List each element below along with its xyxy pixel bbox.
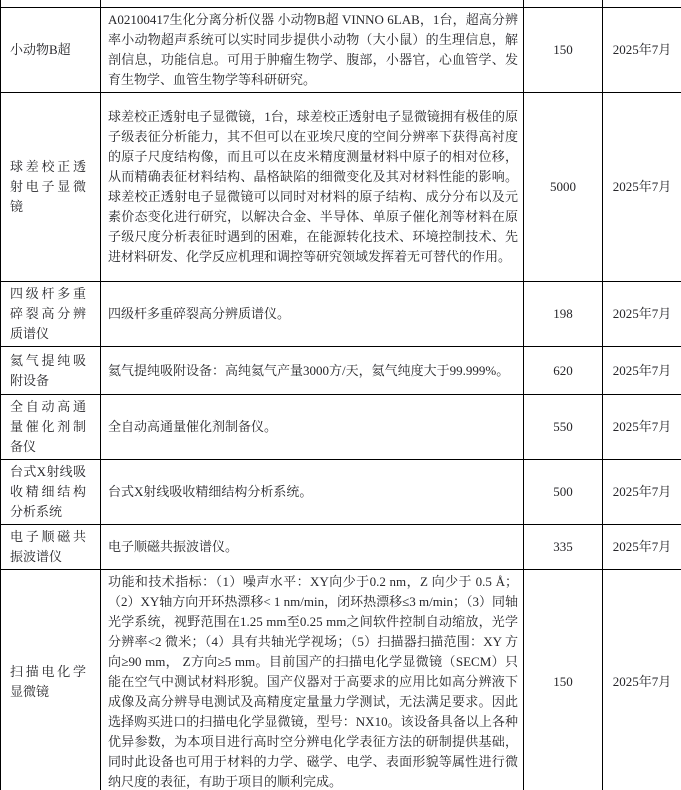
table-row — [1, 282, 681, 347]
table-row — [1, 460, 681, 525]
amount-cell: 5000 — [524, 93, 603, 282]
description-cell: 氦气提纯吸附设备：高纯氦气产量3000方/天，氦气纯度大于99.999%。 — [101, 347, 524, 395]
equipment-name-cell: 扫描电化学显微镜 — [1, 570, 101, 790]
description-cell: 电子顺磁共振波谱仪。 — [101, 525, 524, 570]
description-cell: 台式X射线吸收精细结构分析系统。 — [101, 460, 524, 525]
description-cell: 全自动高通量催化剂制备仪。 — [101, 395, 524, 460]
description-cell: 功能和技术指标：（1）噪声水平：XY向少于0.2 nm，Z 向少于 0.5 Å；（2）XY轴方向开环热漂移< 1 nm/min，闭环热漂移≤3 m/min；（3）同轴光学系统，视野范围在1.25 mm至0.25 mm之间软件控制自动缩放，光学分辨率<2 微米；（4）具有共轴光学视场；（5）扫描器扫描范围：XY 方向≥90 mm， Z方向≥5 mm。目前国产的扫描电化学显微镜（SECM）只能在空气中测试材料形貌。国产仪器对于高要求的应用比如高分辨液下成像及高分辨导电测试及高精度定量量力学测试，无法满足要求。因此选择购买进口的扫描电化学显微镜，型号：NX10。该设备具备以上各种优异参数，为本项目进行高时空分辨电化学表征方法的研制提供基础，同时此设备也可用于材料的力学、磁学、电学、表面形貌等属性进行微纳尺度的表征，有助于项目的顺利完成。 — [101, 570, 524, 790]
amount-cell: 620 — [524, 347, 603, 395]
table-row — [1, 525, 681, 570]
equipment-name-cell: 台式X射线吸收精细结构分析系统 — [1, 460, 101, 525]
date-cell: 2025年7月 — [603, 570, 681, 790]
equipment-name-cell: 全自动高通量催化剂制备仪 — [1, 395, 101, 460]
date-cell: 2025年7月 — [603, 395, 681, 460]
table-row — [1, 570, 681, 790]
clipped-cell — [603, 0, 681, 8]
clipped-cell — [101, 0, 524, 8]
table-row — [1, 347, 681, 395]
date-cell: 2025年7月 — [603, 93, 681, 282]
clipped-cell — [1, 0, 101, 8]
table-row — [1, 93, 681, 282]
clipped-cell — [524, 0, 603, 8]
amount-cell: 500 — [524, 460, 603, 525]
table-row — [1, 8, 681, 93]
amount-cell: 550 — [524, 395, 603, 460]
amount-cell: 335 — [524, 525, 603, 570]
date-cell: 2025年7月 — [603, 460, 681, 525]
equipment-name-cell: 四级杆多重碎裂高分辨质谱仪 — [1, 282, 101, 347]
description-cell: 四级杆多重碎裂高分辨质谱仪。 — [101, 282, 524, 347]
table-row — [1, 395, 681, 460]
equipment-name-cell: 氦气提纯吸附设备 — [1, 347, 101, 395]
date-cell: 2025年7月 — [603, 282, 681, 347]
description-cell: 球差校正透射电子显微镜，1台，球差校正透射电子显微镜拥有极佳的原子级表征分析能力，其不但可以在亚埃尺度的空间分辨率下获得高衬度的原子尺度结构像，而且可以在皮米精度测量材料中原子的相对位移，从而精确表征材料结构、晶格缺陷的细微变化及其对材料性能的影响。球差校正透射电子显微镜可以同时对材料的原子结构、成分分布以及元素价态变化进行研究，以解决合金、半导体、单原子催化剂等材料在原子级尺度分析表征时遇到的困难，在能源转化技术、环境控制技术、先进材料研发、化学反应机理和调控等研究领域发挥着无可替代的作用。 — [101, 93, 524, 282]
date-cell: 2025年7月 — [603, 347, 681, 395]
clipped-row-top — [1, 0, 681, 8]
amount-cell: 198 — [524, 282, 603, 347]
date-cell: 2025年7月 — [603, 525, 681, 570]
amount-cell: 150 — [524, 570, 603, 790]
description-cell: A02100417生化分离分析仪器 小动物B超 VINNO 6LAB，1台，超高分辨率小动物超声系统可以实时同步提供小动物（大小鼠）的生理信息，解剖信息，功能信息。可用于肿瘤生物学、腹部，小器官，心血管学、发育生物学、血管生物学等科研研究。 — [101, 8, 524, 93]
equipment-name-cell: 小动物B超 — [1, 8, 101, 93]
equipment-name-cell: 电子顺磁共振波谱仪 — [1, 525, 101, 570]
date-cell: 2025年7月 — [603, 8, 681, 93]
equipment-name-cell: 球差校正透射电子显微镜 — [1, 93, 101, 282]
amount-cell: 150 — [524, 8, 603, 93]
